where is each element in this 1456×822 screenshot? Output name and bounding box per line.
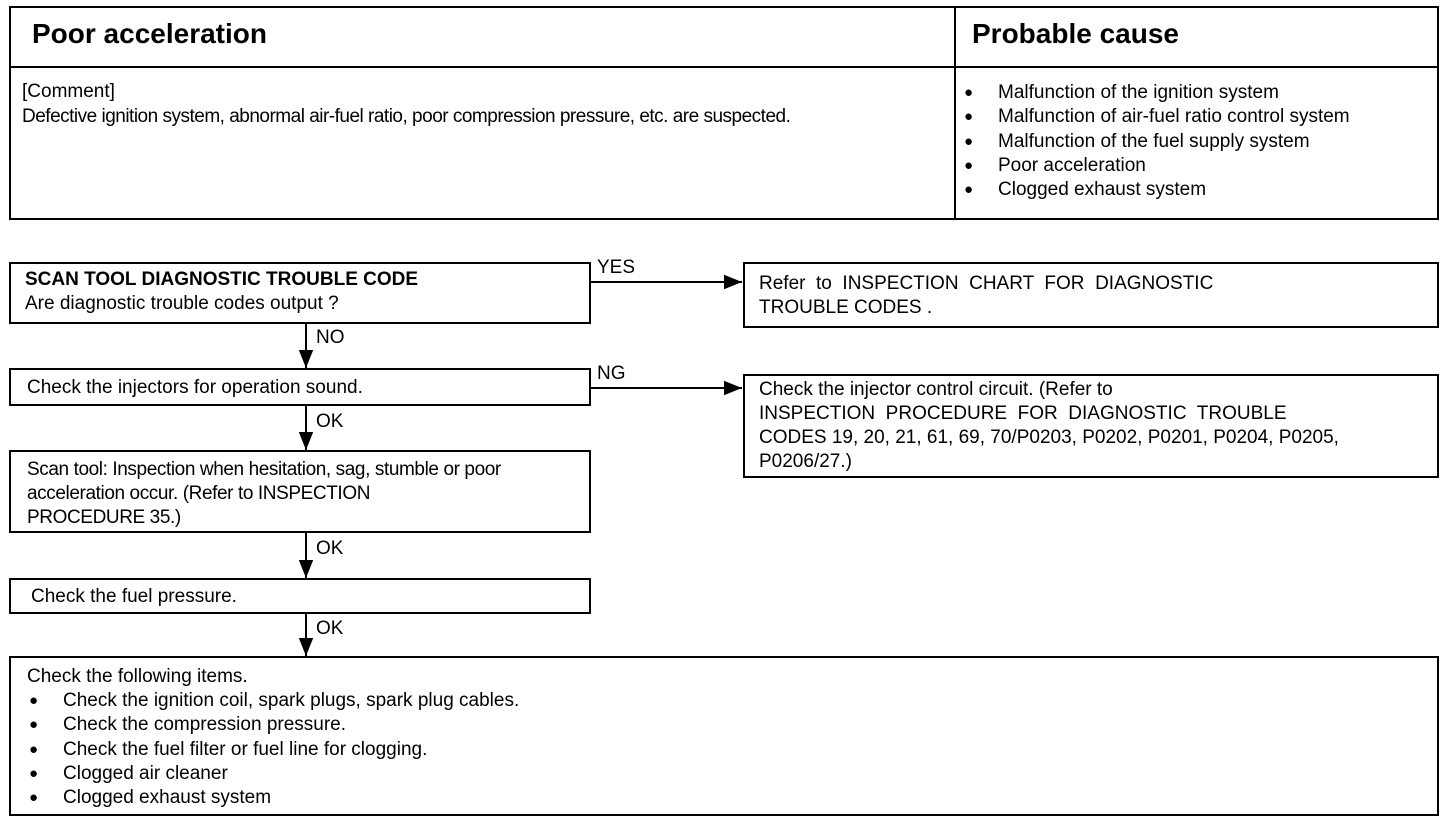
check-item: ● Check the ignition coil, spark plugs, spark plug cables.	[29, 689, 1437, 713]
final-checklist-items	[29, 689, 1437, 810]
ng-label: NG	[597, 363, 626, 384]
check-item: ● Check the compression pressure.	[29, 713, 1437, 737]
cause-item: ● Malfunction of the ignition system	[964, 81, 1350, 105]
cause-item: ● Malfunction of air-fuel ratio control system	[964, 105, 1350, 129]
cause-item: ● Clogged exhaust system	[964, 178, 1350, 202]
check-item: ● Clogged air cleaner	[29, 762, 1437, 786]
step-scan-tool-title: SCAN TOOL DIAGNOSTIC TROUBLE CODE	[25, 269, 419, 290]
yes-label: YES	[597, 257, 636, 278]
step-scan-tool-question: Are diagnostic trouble codes output ?	[25, 293, 339, 314]
symptom-title: Poor acceleration	[32, 18, 267, 49]
ok-label-3: OK	[316, 618, 344, 639]
ok-label-2: OK	[316, 538, 344, 559]
result-inspection-chart: Refer to INSPECTION CHART FOR DIAGNOSTIC TROUBLE CODES .	[743, 262, 1439, 328]
step-scan-tool-dtc	[9, 262, 591, 324]
final-checklist	[9, 656, 1439, 816]
step-injector-sound: Check the injectors for operation sound.	[9, 368, 591, 406]
result-injector-circuit: Check the injector control circuit. (Refer to INSPECTION PROCEDURE FOR DIAGNOSTIC TROUBLE CODES 19, 20, 21, 61, 69, 70/P0203, P0202, P0201, P0204, P0205, P0206/27.)	[743, 374, 1439, 478]
no-label: NO	[316, 327, 345, 348]
step-scan-tool-inspection: Scan tool: Inspection when hesitation, sag, stumble or poor acceleration occur. (Refer to INSPECTION PROCEDURE 35.)	[9, 450, 591, 533]
final-checklist-title: Check the following items.	[27, 666, 248, 687]
check-item: ● Clogged exhaust system	[29, 786, 1437, 810]
ok-label-1: OK	[316, 411, 344, 432]
step-fuel-pressure: Check the fuel pressure.	[9, 578, 591, 614]
cause-item: ● Poor acceleration	[964, 154, 1350, 178]
probable-cause-title: Probable cause	[972, 18, 1179, 49]
cause-item: ● Malfunction of the fuel supply system	[964, 130, 1350, 154]
comment-text: Defective ignition system, abnormal air-fuel ratio, poor compression pressure, etc. are suspected.	[22, 106, 791, 127]
comment-label: [Comment]	[22, 81, 115, 102]
check-item: ● Check the fuel filter or fuel line for clogging.	[29, 738, 1437, 762]
